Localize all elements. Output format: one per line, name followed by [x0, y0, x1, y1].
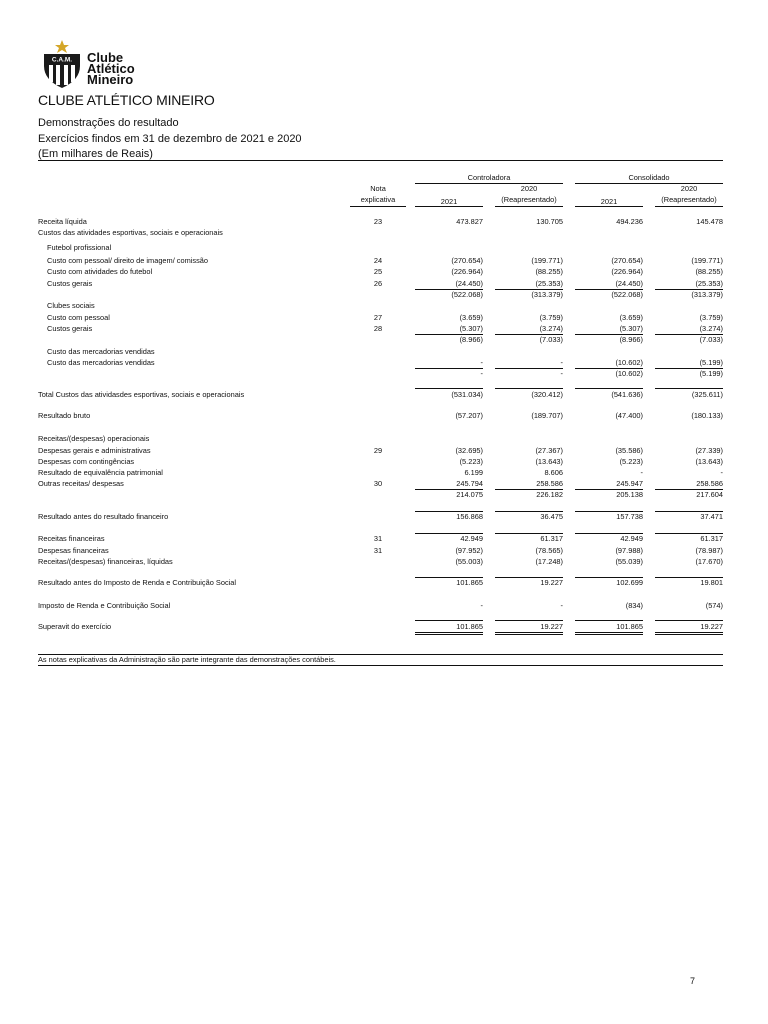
- row-controladora-2020: 36.475: [540, 512, 563, 521]
- row-consolidado-2020: (25.353): [695, 279, 723, 288]
- row-consolidado-2020: (180.133): [691, 411, 723, 420]
- row-consolidado-2020: (13.643): [695, 457, 723, 466]
- row-controladora-2021: (3.659): [459, 313, 483, 322]
- row-controladora-2020: -: [560, 369, 563, 378]
- row-consolidado-2020: (3.274): [699, 324, 723, 333]
- row-label: Custo das mercadorias vendidas: [47, 347, 155, 356]
- sum-rule: [655, 289, 723, 290]
- sum-rule: [575, 489, 643, 490]
- company-title: CLUBE ATLÉTICO MINEIRO: [38, 92, 215, 108]
- sum-rule: [495, 368, 563, 369]
- row-controladora-2020: (3.759): [539, 313, 563, 322]
- row-nota: 25: [373, 267, 383, 276]
- sum-rule: [575, 368, 643, 369]
- sum-rule: [575, 388, 643, 389]
- row-label: Custo com atividades do futebol: [47, 267, 153, 276]
- row-controladora-2021: (5.307): [459, 324, 483, 333]
- header-divider: [38, 160, 723, 161]
- sum-rule: [415, 489, 483, 490]
- sum-rule: [575, 577, 643, 578]
- sum-rule: [575, 533, 643, 534]
- row-controladora-2021: (24.450): [455, 279, 483, 288]
- row-consolidado-2020: (3.759): [699, 313, 723, 322]
- sum-rule: [495, 577, 563, 578]
- row-controladora-2020: (27.367): [535, 446, 563, 455]
- row-label: Resultado antes do Imposto de Renda e Contribuição Social: [38, 578, 237, 587]
- row-controladora-2020: (199.771): [531, 256, 563, 265]
- row-consolidado-2020: (574): [705, 601, 723, 610]
- row-nota: 28: [373, 324, 383, 333]
- row-consolidado-2020: (199.771): [691, 256, 723, 265]
- row-nota: 23: [373, 217, 383, 226]
- row-controladora-2021: (57.207): [455, 411, 483, 420]
- row-label: Futebol profissional: [47, 243, 112, 252]
- row-consolidado-2020: (313.379): [691, 290, 723, 299]
- statement-title: Demonstrações do resultado: [38, 117, 179, 129]
- sum-rule: [655, 511, 723, 512]
- row-controladora-2020: (25.353): [535, 279, 563, 288]
- row-controladora-2021: (531.034): [451, 390, 483, 399]
- sum-rule: [655, 368, 723, 369]
- sum-rule: [575, 511, 643, 512]
- row-consolidado-2021: (541.636): [611, 390, 643, 399]
- row-controladora-2020: (7.033): [539, 335, 563, 344]
- row-controladora-2021: (8.966): [459, 335, 483, 344]
- row-controladora-2021: 245.794: [456, 479, 483, 488]
- sum-rule: [495, 632, 563, 635]
- row-controladora-2021: 101.865: [456, 578, 483, 587]
- row-controladora-2020: -: [560, 358, 563, 367]
- page-number: 7: [690, 976, 696, 986]
- row-label: Custos gerais: [47, 279, 93, 288]
- c2021-header-rule: [415, 206, 483, 207]
- row-consolidado-2020: 37.471: [700, 512, 723, 521]
- sum-rule: [655, 388, 723, 389]
- row-controladora-2020: 226.182: [536, 490, 563, 499]
- row-consolidado-2020: (5.199): [699, 358, 723, 367]
- row-controladora-2020: 19.227: [540, 622, 563, 631]
- row-controladora-2021: -: [480, 369, 483, 378]
- row-label: Outras receitas/ despesas: [38, 479, 124, 488]
- row-label: Resultado de equivalência patrimonial: [38, 468, 163, 477]
- nota-header-rule: [350, 206, 406, 207]
- row-consolidado-2020: (78.987): [695, 546, 723, 555]
- statement-period: Exercícios findos em 31 de dezembro de 2021 e 2020: [38, 133, 302, 145]
- sum-rule: [495, 620, 563, 621]
- row-consolidado-2021: 494.236: [616, 217, 643, 226]
- row-nota: 24: [373, 256, 383, 265]
- nota-header-1: Nota: [370, 184, 386, 193]
- row-consolidado-2021: 157.738: [616, 512, 643, 521]
- row-consolidado-2021: (47.400): [615, 411, 643, 420]
- row-consolidado-2020: 258.586: [696, 479, 723, 488]
- c2020-header: 2020: [520, 184, 538, 193]
- sum-rule: [415, 632, 483, 635]
- row-controladora-2021: 214.075: [456, 490, 483, 499]
- row-consolidado-2021: (35.586): [615, 446, 643, 455]
- row-consolidado-2020: (5.199): [699, 369, 723, 378]
- row-label: Resultado antes do resultado financeiro: [38, 512, 169, 521]
- row-nota: 27: [373, 313, 383, 322]
- consolidado-header: Consolidado: [628, 173, 670, 182]
- sum-rule: [415, 577, 483, 578]
- row-consolidado-2020: (325.611): [691, 390, 723, 399]
- row-controladora-2020: 130.705: [536, 217, 563, 226]
- row-consolidado-2021: (522.068): [611, 290, 643, 299]
- sum-rule: [495, 388, 563, 389]
- row-controladora-2021: -: [480, 601, 483, 610]
- row-label: Receita líquida: [38, 217, 87, 226]
- sum-rule: [415, 533, 483, 534]
- k2020-header-rule: [655, 206, 723, 207]
- row-consolidado-2021: 205.138: [616, 490, 643, 499]
- row-controladora-2020: -: [560, 601, 563, 610]
- row-controladora-2021: (32.695): [455, 446, 483, 455]
- row-controladora-2021: 101.865: [456, 622, 483, 631]
- sum-rule: [575, 620, 643, 621]
- row-controladora-2021: 42.949: [460, 534, 483, 543]
- row-label: Imposto de Renda e Contribuição Social: [38, 601, 171, 610]
- row-consolidado-2020: (88.255): [695, 267, 723, 276]
- sum-rule: [655, 620, 723, 621]
- row-label: Superavit do exercício: [38, 622, 112, 631]
- row-consolidado-2020: 217.604: [696, 490, 723, 499]
- sum-rule: [655, 334, 723, 335]
- footer-note: As notas explicativas da Administração são parte integrante das demonstrações contábeis.: [38, 655, 336, 664]
- row-consolidado-2020: 19.801: [700, 578, 723, 587]
- nota-header-2: explicativa: [360, 195, 396, 204]
- row-consolidado-2021: (834): [625, 601, 643, 610]
- row-label: Receitas/(despesas) financeiras, líquidas: [38, 557, 173, 566]
- sum-rule: [655, 632, 723, 635]
- footer-bottom-rule: [38, 665, 723, 666]
- row-controladora-2021: (522.068): [451, 290, 483, 299]
- row-controladora-2020: 61.317: [540, 534, 563, 543]
- row-consolidado-2020: (7.033): [699, 335, 723, 344]
- row-controladora-2020: (189.707): [531, 411, 563, 420]
- row-consolidado-2021: 42.949: [620, 534, 643, 543]
- sum-rule: [495, 511, 563, 512]
- row-consolidado-2021: (5.307): [619, 324, 643, 333]
- sum-rule: [415, 511, 483, 512]
- row-consolidado-2021: (55.039): [615, 557, 643, 566]
- row-label: Clubes sociais: [47, 301, 95, 310]
- row-controladora-2021: (55.003): [455, 557, 483, 566]
- k2020-reap: (Reapresentado): [661, 195, 717, 204]
- row-controladora-2020: (13.643): [535, 457, 563, 466]
- row-consolidado-2021: (5.223): [619, 457, 643, 466]
- row-nota: 29: [373, 446, 383, 455]
- row-label: Custo das mercadorias vendidas: [47, 358, 155, 367]
- row-label: Custo com pessoal: [47, 313, 110, 322]
- row-consolidado-2020: (27.339): [695, 446, 723, 455]
- row-nota: 26: [373, 279, 383, 288]
- row-consolidado-2021: (10.602): [615, 358, 643, 367]
- sum-rule: [495, 533, 563, 534]
- row-controladora-2021: (97.952): [455, 546, 483, 555]
- sum-rule: [495, 489, 563, 490]
- row-consolidado-2020: 145.478: [696, 217, 723, 226]
- row-label: Despesas com contingências: [38, 457, 135, 466]
- row-controladora-2020: (78.565): [535, 546, 563, 555]
- row-label: Receitas financeiras: [38, 534, 105, 543]
- row-label: Despesas financeiras: [38, 546, 109, 555]
- sum-rule: [415, 388, 483, 389]
- c2020-reap: (Reapresentado): [501, 195, 557, 204]
- row-label: Custos das atividades esportivas, sociais e operacionais: [38, 228, 223, 237]
- sum-rule: [415, 620, 483, 621]
- row-consolidado-2021: -: [640, 468, 643, 477]
- row-label: Resultado bruto: [38, 411, 91, 420]
- row-consolidado-2021: 101.865: [616, 622, 643, 631]
- row-controladora-2020: (313.379): [531, 290, 563, 299]
- row-label: Custo com pessoal/ direito de imagem/ comissão: [47, 256, 209, 265]
- row-consolidado-2021: 102.699: [616, 578, 643, 587]
- sum-rule: [495, 334, 563, 335]
- row-consolidado-2021: 245.947: [616, 479, 643, 488]
- k2021-header: 2021: [600, 197, 618, 206]
- k2021-header-rule: [575, 206, 643, 207]
- sum-rule: [415, 368, 483, 369]
- row-label: Custos gerais: [47, 324, 93, 333]
- c2020-header-rule: [495, 206, 563, 207]
- row-consolidado-2021: (10.602): [615, 369, 643, 378]
- row-consolidado-2021: (97.988): [615, 546, 643, 555]
- sum-rule: [575, 289, 643, 290]
- sum-rule: [415, 334, 483, 335]
- row-consolidado-2021: (8.966): [619, 335, 643, 344]
- row-controladora-2020: 258.586: [536, 479, 563, 488]
- row-consolidado-2020: -: [720, 468, 723, 477]
- controladora-header: Controladora: [467, 173, 511, 182]
- row-controladora-2021: (270.654): [451, 256, 483, 265]
- row-consolidado-2020: (17.670): [695, 557, 723, 566]
- row-label: Total Custos das atividasdes esportivas, sociais e operacionais: [38, 390, 245, 399]
- sum-rule: [415, 289, 483, 290]
- row-controladora-2021: -: [480, 358, 483, 367]
- club-wordmark: Clube Atlético Mineiro: [87, 50, 135, 87]
- row-consolidado-2021: (3.659): [619, 313, 643, 322]
- row-controladora-2020: (17.248): [535, 557, 563, 566]
- row-consolidado-2021: (24.450): [615, 279, 643, 288]
- row-controladora-2020: (320.412): [531, 390, 563, 399]
- row-nota: 31: [373, 546, 383, 555]
- row-label: Receitas/(despesas) operacionais: [38, 434, 150, 443]
- row-consolidado-2021: (226.964): [611, 267, 643, 276]
- row-controladora-2021: 6.199: [464, 468, 483, 477]
- row-label: Despesas gerais e administrativas: [38, 446, 151, 455]
- row-controladora-2020: 8.606: [544, 468, 563, 477]
- star-icon: [55, 40, 69, 53]
- k2020-header: 2020: [680, 184, 698, 193]
- row-controladora-2021: 156.868: [456, 512, 483, 521]
- row-controladora-2020: (88.255): [535, 267, 563, 276]
- row-consolidado-2021: (270.654): [611, 256, 643, 265]
- statement-unit: (Em milhares de Reais): [38, 148, 153, 160]
- c2021-header: 2021: [440, 197, 458, 206]
- sum-rule: [655, 489, 723, 490]
- row-controladora-2020: 19.227: [540, 578, 563, 587]
- row-controladora-2021: 473.827: [456, 217, 483, 226]
- sum-rule: [575, 632, 643, 635]
- sum-rule: [655, 577, 723, 578]
- sum-rule: [655, 533, 723, 534]
- row-nota: 31: [373, 534, 383, 543]
- row-nota: 30: [373, 479, 383, 488]
- row-controladora-2020: (3.274): [539, 324, 563, 333]
- row-consolidado-2020: 61.317: [700, 534, 723, 543]
- svg-text:C.A.M.: C.A.M.: [51, 56, 73, 64]
- row-controladora-2021: (5.223): [459, 457, 483, 466]
- row-controladora-2021: (226.964): [451, 267, 483, 276]
- sum-rule: [575, 334, 643, 335]
- sum-rule: [495, 289, 563, 290]
- row-consolidado-2020: 19.227: [700, 622, 723, 631]
